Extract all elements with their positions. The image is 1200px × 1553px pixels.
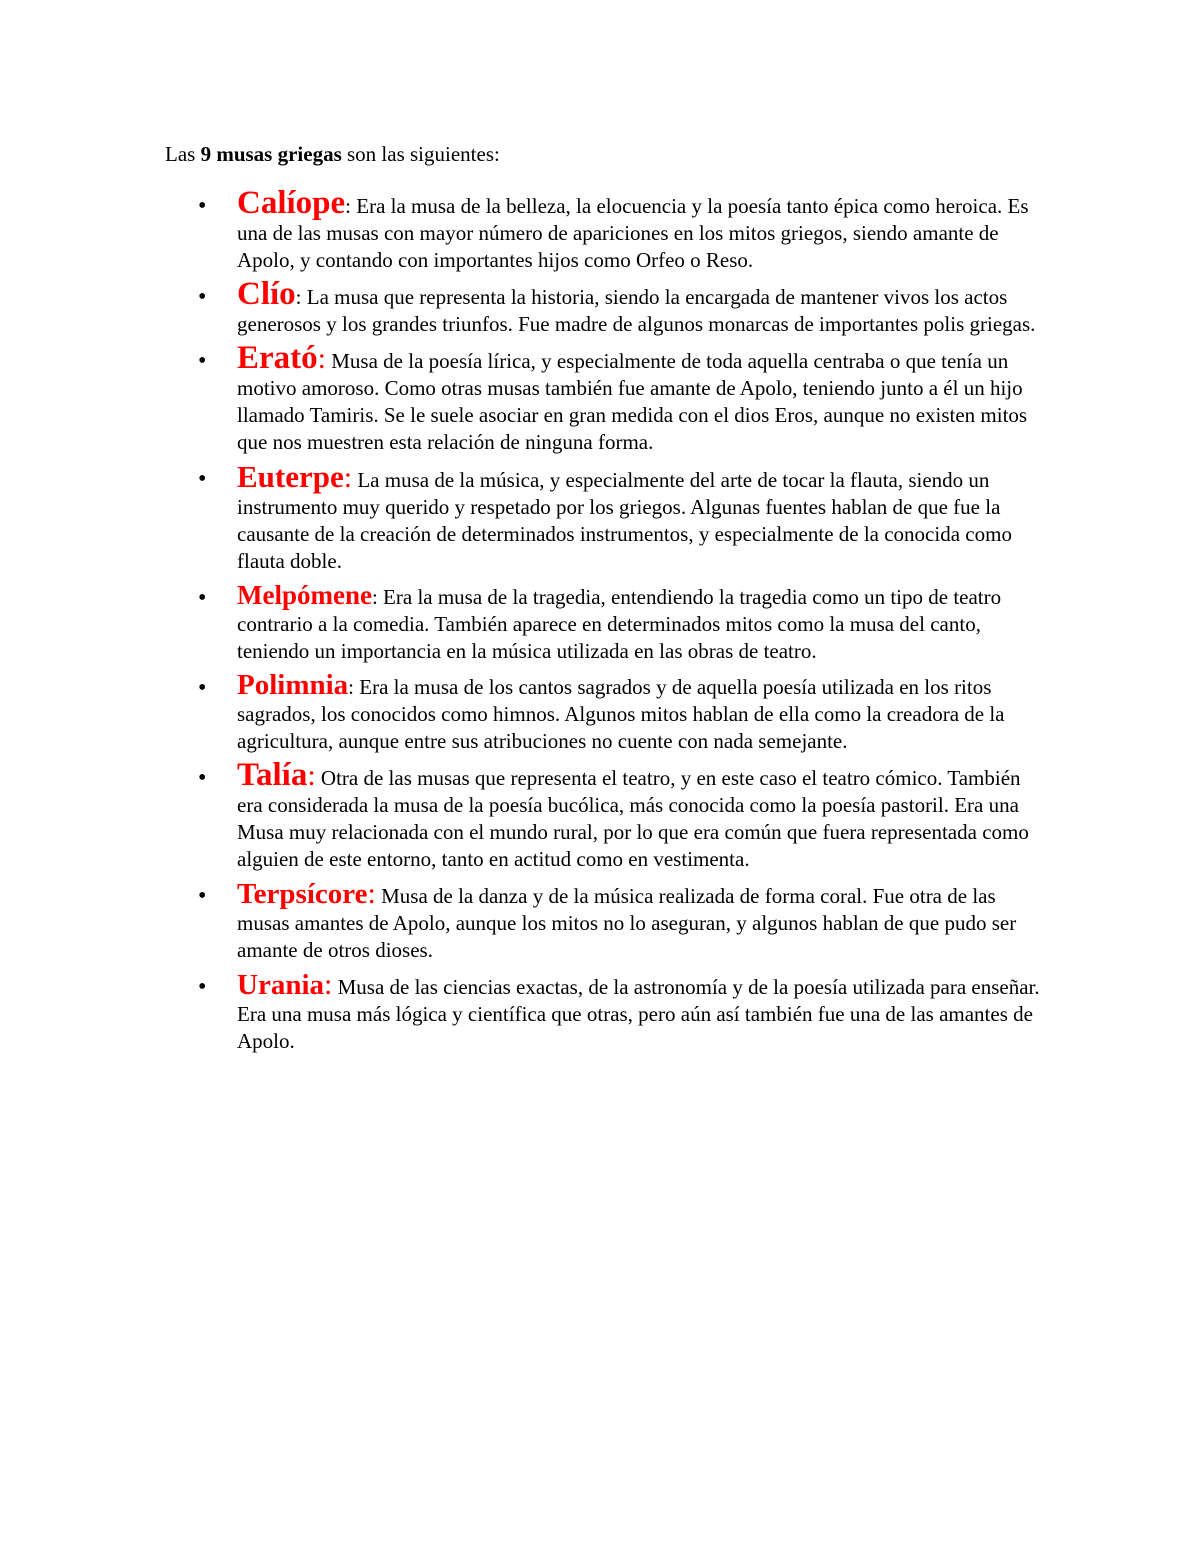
intro-bold: 9 musas griegas	[200, 142, 342, 166]
list-item-urania	[165, 968, 1045, 1055]
red-colon: :	[324, 968, 333, 1001]
muse-name: Melpómene	[237, 580, 372, 610]
bullet-icon: •	[198, 585, 207, 611]
muse-description: : Era la musa de la belleza, la elocuencia y la poesía tanto épica como heroica. Es una de las musas con mayor número de apariciones en los mitos griegos, siendo amante de Apolo, y contando con importantes hijos como Orfeo o Reso.	[237, 194, 1029, 272]
bullet-icon: •	[198, 193, 207, 219]
muse-name: Terpsícore	[237, 878, 368, 910]
muse-name: Euterpe	[237, 459, 344, 494]
intro-prefix: Las	[165, 142, 201, 166]
muse-description: Musa de la danza y de la música realizada de forma coral. Fue otra de las musas amantes de Apolo, aunque los mitos no lo aseguran, y algunos hablan de que pudo ser amante de otros dioses.	[237, 884, 1017, 962]
muse-description: Musa de la poesía lírica, y especialmente de toda aquella centraba o que tenía un motivo amoroso. Como otras musas también fue amante de Apolo, teniendo junto a él un hijo llamado Tamiris. Se le suele asociar en gran medida con el dios Eros, aunque no existen mitos que nos muestren esta relación de ninguna forma.	[237, 349, 1028, 454]
list-item-clio	[165, 276, 1045, 338]
muse-name: Urania	[237, 969, 324, 1001]
document-page	[165, 140, 1045, 1062]
muse-name: Clío	[237, 276, 296, 312]
muse-name: Erató	[237, 340, 318, 376]
intro-paragraph	[165, 140, 1045, 168]
muses-list	[165, 185, 1045, 1055]
list-item-talia	[165, 757, 1045, 873]
muse-description: La musa de la música, y especialmente del arte de tocar la flauta, siendo un instrumento muy querido y respetado por los griegos. Algunas fuentes hablan de que fue la causante de la creación de determinados instrumentos, y especialmente de la conocida como flauta doble.	[237, 468, 1012, 573]
list-item-melpomene	[165, 582, 1045, 665]
intro-suffix: son las siguientes:	[341, 142, 500, 166]
muse-name: Polimnia	[237, 669, 349, 701]
list-item-caliope	[165, 185, 1045, 274]
red-colon: :	[367, 877, 376, 910]
muse-name: Talía	[237, 757, 308, 793]
muse-description: : Era la musa de la tragedia, entendiendo la tragedia como un tipo de teatro contrario a la comedia. También aparece en determinados mitos como la musa del canto, teniendo un importancia en la música utilizada en las obras de teatro.	[237, 585, 1002, 663]
bullet-icon: •	[198, 284, 207, 310]
bullet-icon: •	[198, 348, 207, 374]
bullet-icon: •	[198, 466, 207, 492]
red-colon: :	[307, 759, 316, 792]
muse-description: Musa de las ciencias exactas, de la astronomía y de la poesía utilizada para enseñar. Era una musa más lógica y científica que otras, pero aún así también fue una de las amantes de Apolo.	[237, 975, 1040, 1053]
muse-description: : Era la musa de los cantos sagrados y de aquella poesía utilizada en los ritos sagrados, los conocidos como himnos. Algunos mitos hablan de ella como la creadora de la agricultura, aunque entre sus atribuciones no cuente con nada semejante.	[237, 675, 1005, 753]
bullet-icon: •	[198, 675, 207, 701]
list-item-polimnia	[165, 669, 1045, 755]
red-colon: :	[317, 342, 326, 375]
muse-description: : La musa que representa la historia, siendo la encargada de mantener vivos los actos generosos y los grandes triunfos. Fue madre de algunos monarcas de importantes polis griegas.	[237, 285, 1036, 336]
red-colon: :	[343, 461, 353, 494]
bullet-icon: •	[198, 974, 207, 1000]
muse-name: Calíope	[237, 185, 346, 221]
list-item-euterpe	[165, 459, 1045, 575]
bullet-icon: •	[198, 765, 207, 791]
list-item-erato	[165, 340, 1045, 456]
list-item-terpsicore	[165, 877, 1045, 964]
muse-description: Otra de las musas que representa el teatro, y en este caso el teatro cómico. También era considerada la musa de la poesía bucólica, más conocida como la poesía pastoril. Era una Musa muy relacionada con el mundo rural, por lo que era común que fuera representada como alguien de este entorno, tanto en actitud como en vestimenta.	[237, 766, 1029, 871]
bullet-icon: •	[198, 883, 207, 909]
